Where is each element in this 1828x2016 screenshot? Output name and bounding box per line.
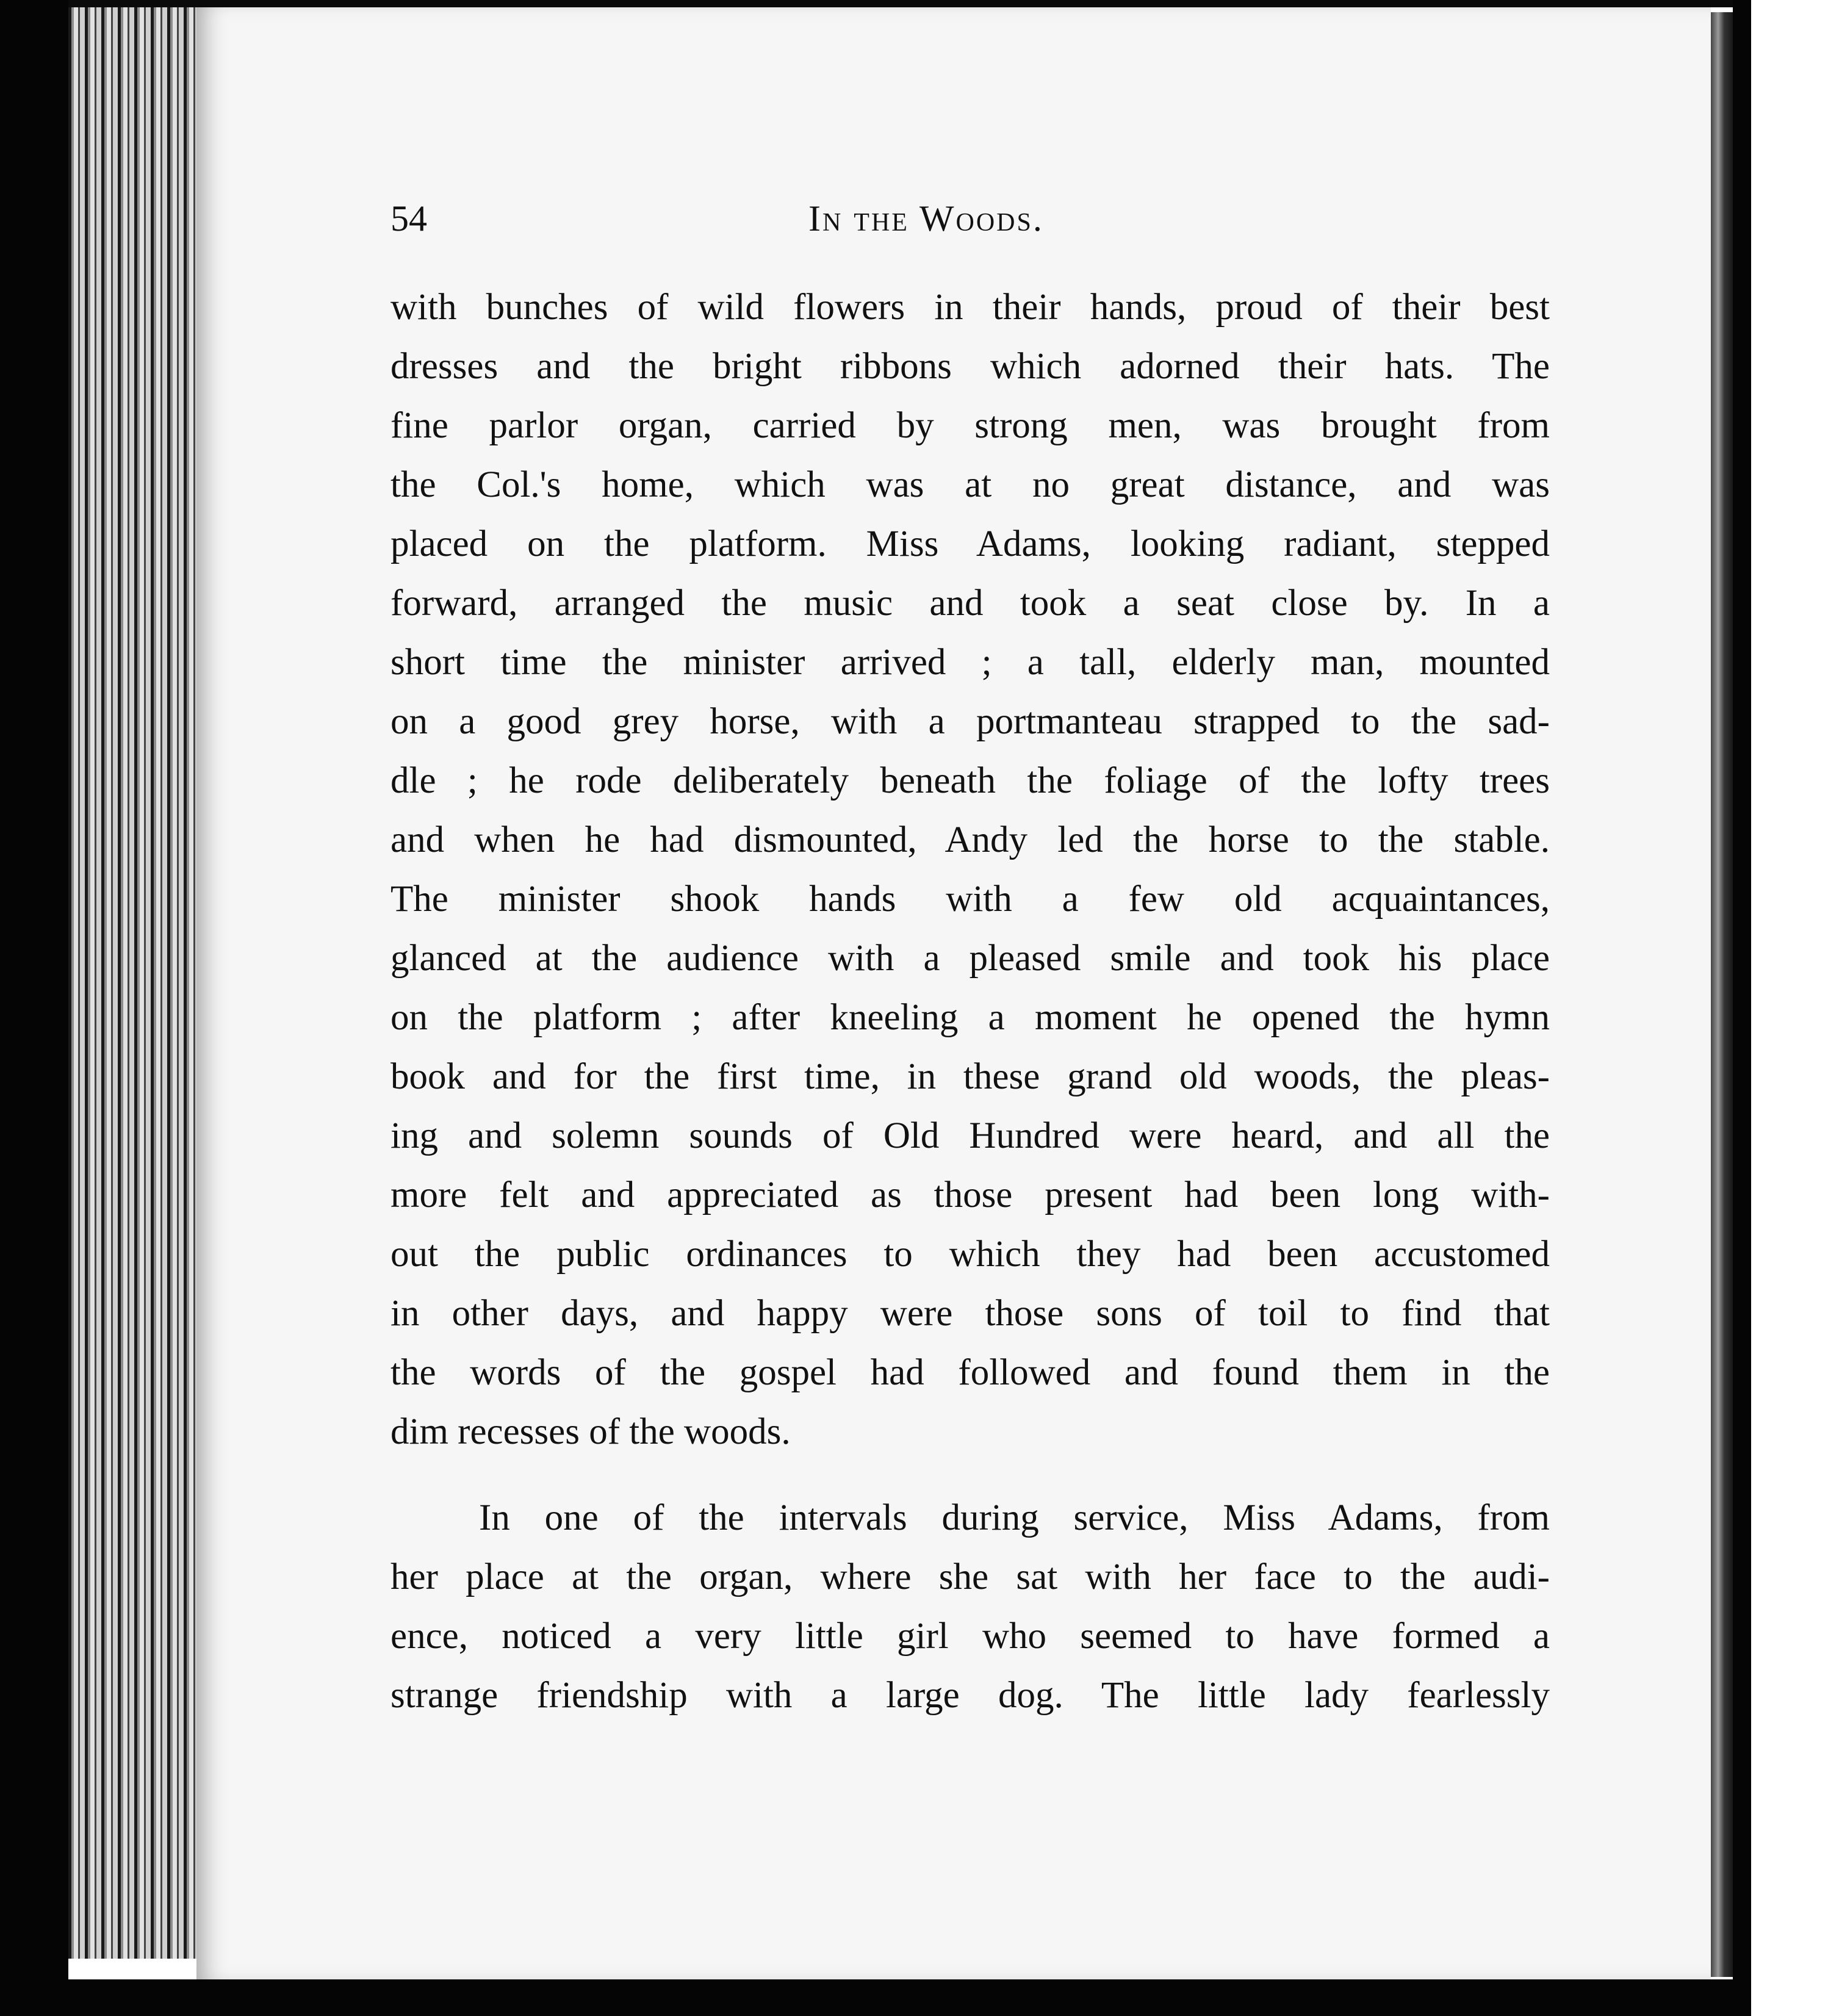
text-line: placed on the platform. Miss Adams, looking radiant, stepped <box>390 524 1550 564</box>
paragraph <box>390 278 1550 1461</box>
text-line: the words of the gospel had followed and found them in the <box>390 1352 1550 1393</box>
paragraph <box>390 1488 1550 1725</box>
text-line: forward, arranged the music and took a seat close by. In a <box>390 583 1550 624</box>
page-right-edge <box>1711 12 1735 1977</box>
scan-border-right <box>1733 0 1751 2016</box>
text-line: strange friendship with a large dog. The little lady fearlessly <box>390 1675 1550 1716</box>
scan-border-top <box>68 0 1751 7</box>
text-line: glanced at the audience with a pleased smile and took his place <box>390 938 1550 979</box>
text-line: ing and solemn sounds of Old Hundred were heard, and all the <box>390 1115 1550 1156</box>
book-page-edges <box>68 6 196 1959</box>
text-line: The minister shook hands with a few old acquaintances, <box>390 879 1550 920</box>
text-line: out the public ordinances to which they had been accustomed <box>390 1234 1550 1275</box>
text-line: dresses and the bright ribbons which adorned their hats. The <box>390 346 1550 387</box>
scan-border-left <box>0 0 68 2016</box>
text-line: with bunches of wild flowers in their hands, proud of their best <box>390 287 1550 328</box>
running-header <box>390 194 1550 243</box>
text-line: and when he had dismounted, Andy led the horse to the stable. <box>390 819 1550 860</box>
text-line: the Col.'s home, which was at no great distance, and was <box>390 464 1550 505</box>
text-line: fine parlor organ, carried by strong men, was brought from <box>390 405 1550 446</box>
text-line: more felt and appreciated as those present had been long with- <box>390 1175 1550 1215</box>
scan-border-bottom <box>68 1979 1751 2016</box>
text-line: on a good grey horse, with a portmanteau strapped to the sad- <box>390 701 1550 742</box>
text-line: short time the minister arrived ; a tall, elderly man, mounted <box>390 642 1550 683</box>
text-line: book and for the first time, in these grand old woods, the pleas- <box>390 1056 1550 1097</box>
text-line: dim recesses of the woods. <box>390 1411 791 1452</box>
text-line: her place at the organ, where she sat with her face to the audi- <box>390 1557 1550 1597</box>
running-title: In the Woods. <box>808 198 1044 239</box>
page-number: 54 <box>390 198 427 239</box>
scan-margin-right <box>1751 0 1828 2016</box>
text-line: ence, noticed a very little girl who seemed to have formed a <box>390 1616 1550 1657</box>
text-line: dle ; he rode deliberately beneath the foliage of the lofty trees <box>390 760 1550 801</box>
text-line: on the platform ; after kneeling a moment he opened the hymn <box>390 997 1550 1038</box>
text-line: in other days, and happy were those sons of toil to find that <box>390 1293 1550 1334</box>
text-line: In one of the intervals during service, Miss Adams, from <box>479 1497 1550 1538</box>
